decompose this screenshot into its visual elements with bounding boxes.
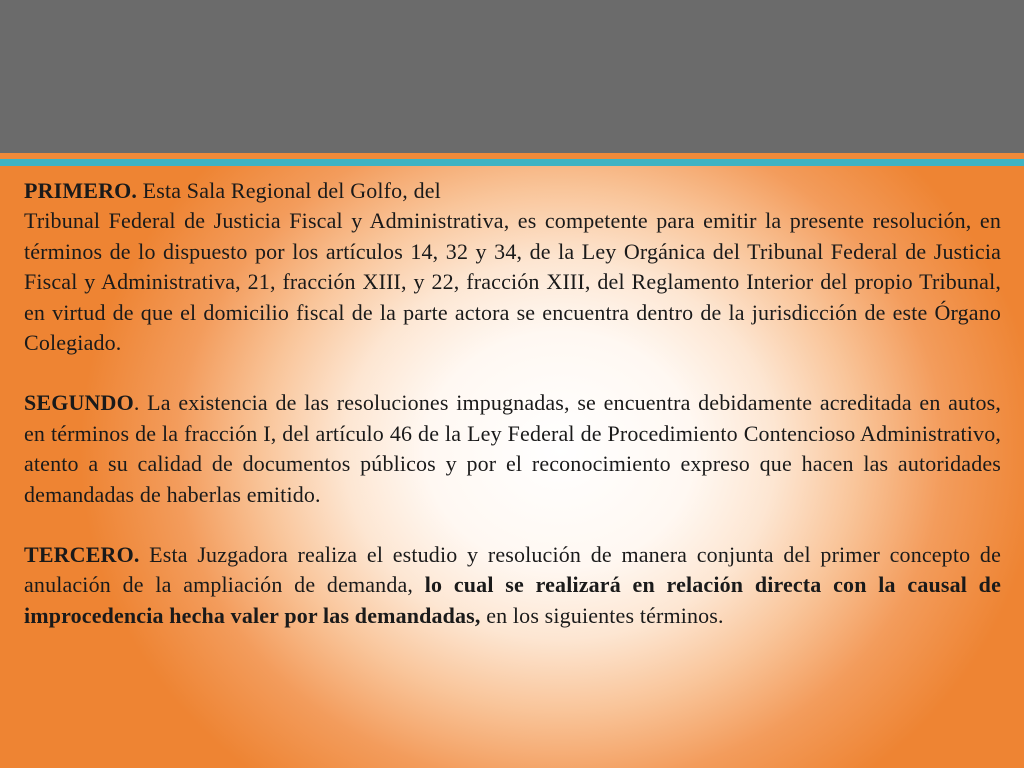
segundo-body: . La existencia de las resoluciones impugnadas, se encuentra debidamente acreditada en autos, en términos de la fracción I, del artículo 46 de la Ley Federal de Procedimiento Contencioso Administrativo, atento a su calidad de documentos públicos y por el reconocimiento expreso que hacen las autoridades demandadas de haberlas emitido. — [24, 390, 1001, 507]
resolution-text — [24, 176, 1001, 631]
teal-stripe — [0, 159, 1024, 166]
tercero-heading: TERCERO. — [24, 542, 140, 568]
primero-body: Tribunal Federal de Justicia Fiscal y Administrativa, es competente para emitir la presente resolución, en términos de lo dispuesto por los artículos 14, 32 y 34, de la Ley Orgánica del Tribunal Federal de Justicia Fiscal y Administrativa, 21, fracción XIII, y 22, fracción XIII, del Reglamento Interior del propio Tribunal, en virtud de que el domicilio fiscal de la parte actora se encuentra dentro de la jurisdicción de este Órgano Colegiado. — [24, 208, 1001, 356]
tercero-body-start: Esta Juzgadora realiza el estudio y resolución de manera conjunta del primer concepto de anulación de la ampliación de demanda, — [24, 542, 1001, 598]
tercero-body-end: en los siguientes términos. — [480, 602, 724, 628]
primero-heading: PRIMERO. — [24, 178, 138, 203]
paragraph-tercero — [24, 540, 1001, 631]
primero-first-line-text: Esta Sala Regional del Golfo, del — [137, 178, 441, 203]
primero-first-line — [24, 176, 1001, 206]
header-bar — [0, 0, 1024, 153]
segundo-heading: SEGUNDO — [24, 390, 134, 416]
paragraph-segundo — [24, 388, 1001, 510]
tercero-body-bold: lo cual se realizará en relación directa con la causal de improcedencia hecha valer por las demandadas, — [24, 572, 1001, 628]
paragraph-primero — [24, 176, 1001, 358]
